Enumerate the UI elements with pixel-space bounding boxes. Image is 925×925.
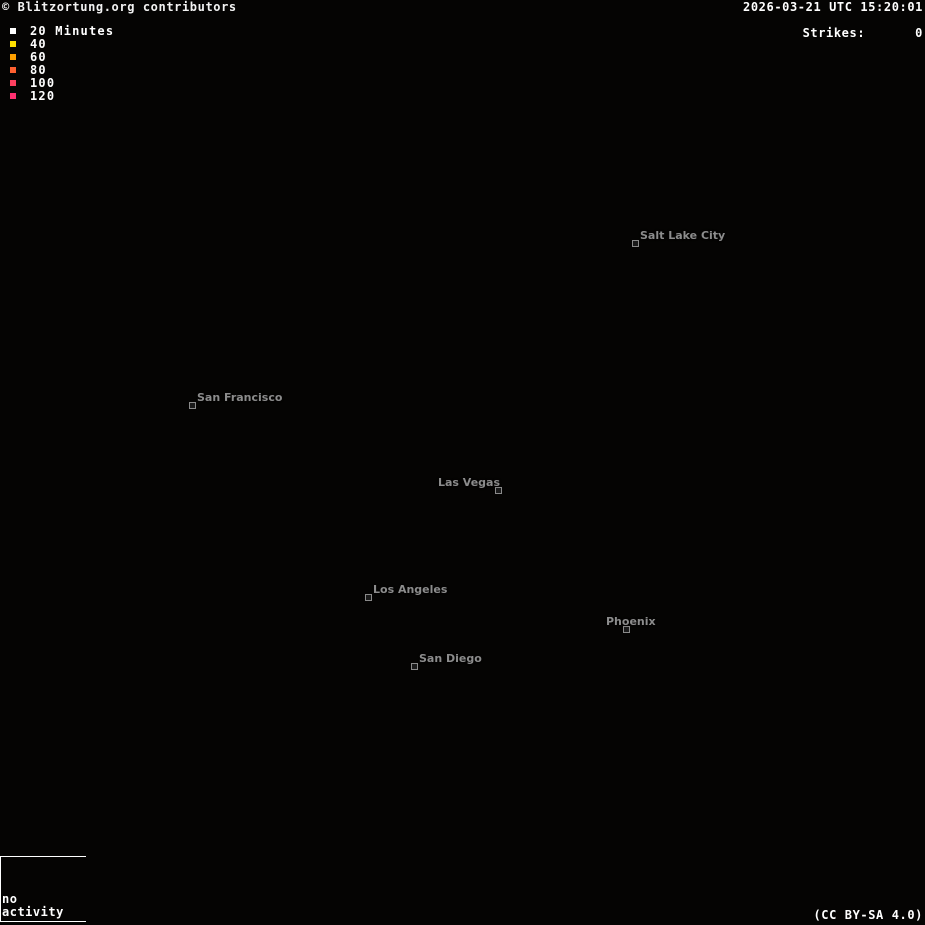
legend-item <box>8 63 114 76</box>
legend-swatch-icon <box>10 41 16 47</box>
city-dot-icon <box>189 402 196 409</box>
legend-item <box>8 24 114 37</box>
legend-item <box>8 76 114 89</box>
legend-swatch-icon <box>10 93 16 99</box>
activity-line-2: activity <box>2 905 64 919</box>
city-label: Los Angeles <box>373 583 448 596</box>
city-label: Las Vegas <box>438 476 501 489</box>
activity-status-text <box>2 893 64 919</box>
legend-item <box>8 37 114 50</box>
city-dot-icon <box>365 594 372 601</box>
legend-swatch-icon <box>10 28 16 34</box>
strikes-count-value: 0 <box>915 26 923 40</box>
legend-item-label: 60 <box>30 49 47 64</box>
city-label: Salt Lake City <box>640 229 726 242</box>
legend-item-label: 40 <box>30 36 47 51</box>
city-label: Phoenix <box>606 615 656 628</box>
legend-item-label: 80 <box>30 62 47 77</box>
city-label: San Diego <box>419 652 482 665</box>
legend-item-label: 100 <box>30 75 56 90</box>
city-label: San Francisco <box>197 391 283 404</box>
legend-item <box>8 50 114 63</box>
timestamp-readout: 2026-03-21 UTC 15:20:01 <box>743 0 923 14</box>
legend-swatch-icon <box>10 54 16 60</box>
legend-swatch-icon <box>10 80 16 86</box>
attribution-text: © Blitzortung.org contributors <box>2 0 237 14</box>
age-legend <box>8 24 114 102</box>
strikes-counter <box>803 26 923 40</box>
legend-item-label: 120 <box>30 88 56 103</box>
legend-item-label: 20 Minutes <box>30 23 115 38</box>
license-text: (CC BY-SA 4.0) <box>813 908 923 922</box>
city-dot-icon <box>632 240 639 247</box>
city-dot-icon <box>411 663 418 670</box>
legend-item <box>8 89 114 102</box>
activity-line-1: no <box>2 892 18 906</box>
strikes-label: Strikes: <box>802 26 866 40</box>
legend-swatch-icon <box>10 67 16 73</box>
